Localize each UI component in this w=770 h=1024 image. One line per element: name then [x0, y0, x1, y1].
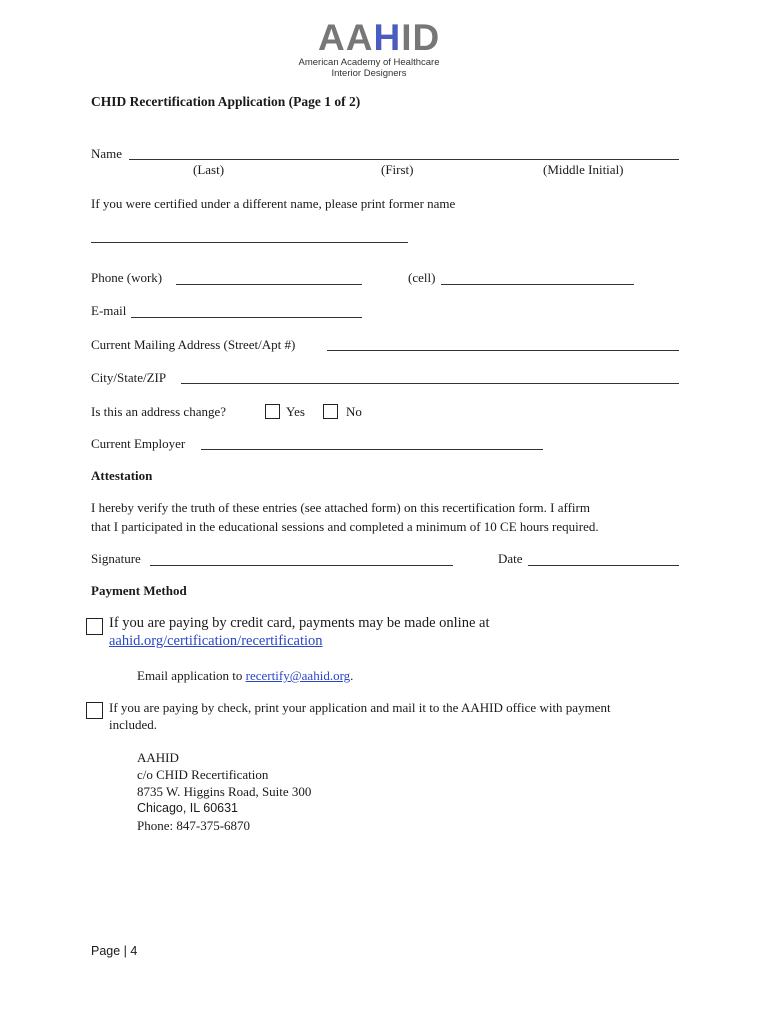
logo-mark-highlight: H [373, 17, 402, 58]
email-application-prefix: Email application to [137, 668, 246, 683]
email-application-line [137, 668, 353, 684]
name-sublabel-middle: (Middle Initial) [543, 162, 624, 177]
name-label: Name [91, 146, 123, 161]
pay-check-checkbox[interactable] [86, 702, 103, 719]
check-payment-text-line-2: included. [109, 717, 158, 732]
address-change-yes-checkbox[interactable] [265, 404, 280, 419]
mailing-address-line-3: 8735 W. Higgins Road, Suite 300 [137, 784, 312, 799]
logo-subtitle-line-2: Interior Designers [331, 68, 407, 79]
recertification-link[interactable]: aahid.org/certification/recertification [109, 633, 323, 649]
page-title: CHID Recertification Application (Page 1 of 2) [91, 94, 361, 109]
phone-cell-input-line[interactable] [441, 284, 634, 285]
employer-label: Current Employer [91, 436, 186, 451]
name-sublabel-first: (First) [381, 162, 414, 177]
address-change-question: Is this an address change? [91, 404, 227, 419]
mailing-address-line-1: AAHID [137, 750, 179, 765]
email-application-suffix: . [350, 668, 354, 683]
mailing-address-line-4: Chicago, IL 60631 [137, 801, 239, 815]
payment-method-heading: Payment Method [91, 583, 187, 598]
signature-label: Signature [91, 551, 141, 566]
name-sublabel-last: (Last) [193, 162, 225, 177]
date-label: Date [498, 551, 523, 566]
signature-input-line[interactable] [150, 565, 453, 566]
attestation-text-line-2: that I participated in the educational sessions and completed a minimum of 10 CE hours required. [91, 519, 599, 534]
phone-work-label: Phone (work) [91, 270, 163, 285]
address-change-no-checkbox[interactable] [323, 404, 338, 419]
check-payment-text-line-1: If you are paying by check, print your application and mail it to the AAHID office with payment [109, 700, 611, 715]
former-name-input-line[interactable] [91, 242, 408, 243]
address-input-line[interactable] [327, 350, 679, 351]
address-change-yes-label: Yes [286, 404, 305, 419]
city-state-zip-input-line[interactable] [181, 383, 679, 384]
page-footer: Page | 4 [91, 944, 138, 958]
recertify-email-link[interactable]: recertify@aahid.org [245, 668, 351, 683]
credit-card-text: If you are paying by credit card, payments may be made online at [109, 615, 490, 631]
logo-mark-prefix: AA [318, 17, 374, 58]
logo-mark-suffix: ID [401, 17, 441, 58]
attestation-heading: Attestation [91, 468, 153, 483]
phone-cell-label: (cell) [408, 270, 436, 285]
email-label: E-mail [91, 303, 127, 318]
mailing-address-line-2: c/o CHID Recertification [137, 767, 269, 782]
date-input-line[interactable] [528, 565, 679, 566]
former-name-prompt: If you were certified under a different name, please print former name [91, 196, 456, 211]
pay-credit-card-checkbox[interactable] [86, 618, 103, 635]
employer-input-line[interactable] [201, 449, 543, 450]
address-change-no-label: No [346, 404, 362, 419]
aahid-logo [318, 17, 441, 58]
name-input-line[interactable] [129, 159, 679, 160]
email-input-line[interactable] [131, 317, 362, 318]
logo-subtitle-line-1: American Academy of Healthcare [298, 57, 440, 68]
city-state-zip-label: City/State/ZIP [91, 370, 167, 385]
phone-work-input-line[interactable] [176, 284, 362, 285]
mailing-address-line-5: Phone: 847-375-6870 [137, 818, 251, 833]
address-label: Current Mailing Address (Street/Apt #) [91, 337, 296, 352]
attestation-text-line-1: I hereby verify the truth of these entries (see attached form) on this recertification form. I affirm [91, 500, 590, 515]
